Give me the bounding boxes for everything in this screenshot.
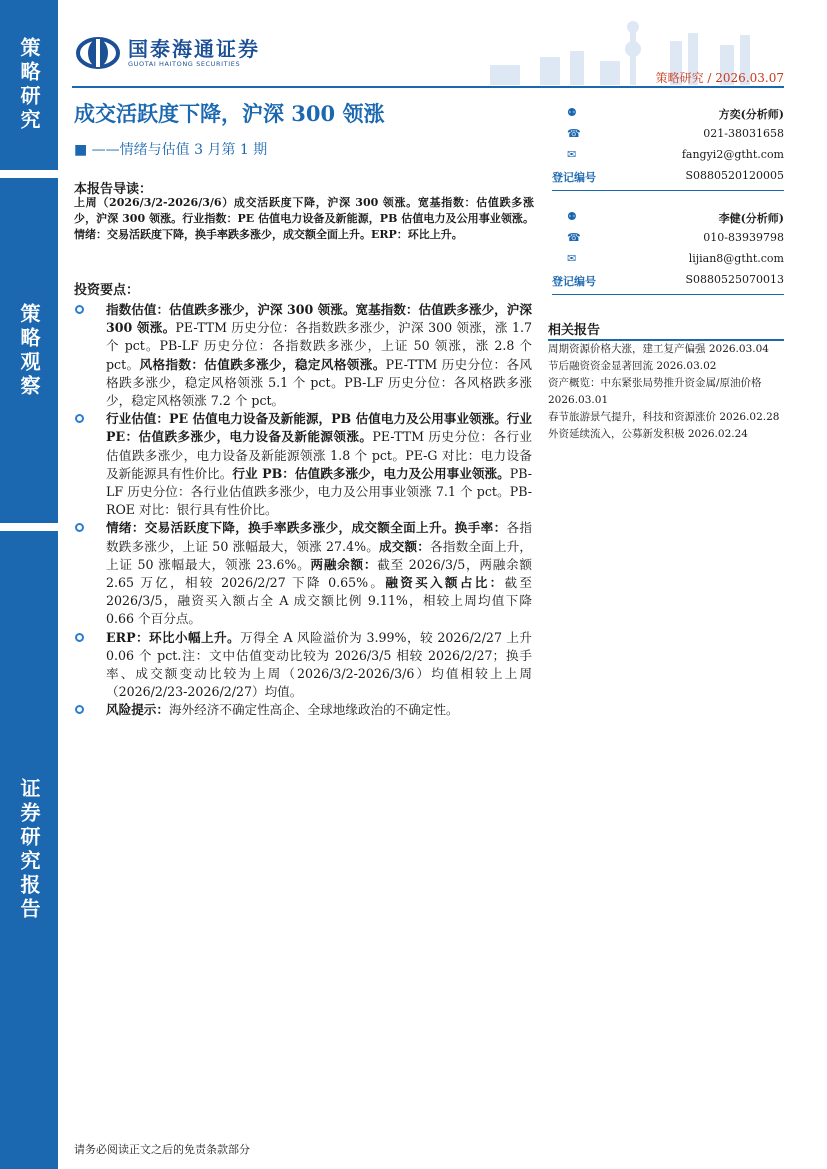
- guide-summary: 上周（2026/3/2-2026/3/6）成交活跃度下降，沪深 300 领涨。宽基指数：估值跌多涨少，沪深 300 领涨。行业指数：PE 估值电力设备及新能源，PB 估值电力及公用事业领涨。情绪：交易活跃度下降，换手率跌多涨少，成交额全面上升。ERP：环比上升。: [74, 196, 534, 241]
- point-highlight: 融资买入额占比：: [385, 575, 505, 591]
- points-heading: 投资要点：: [74, 283, 140, 298]
- point-text: 海外经济不确定性高企、全球地缘政治的不确定性。: [168, 702, 459, 718]
- point-text: PE-TTM 历史分位：各行业估值跌多涨少，电力设备及新能源领涨 1.8 个 pct。PE-G 对比：电力设备及新能源具有性价比。: [106, 429, 532, 481]
- point-highlight: ERP：环比小幅上升。: [106, 629, 241, 645]
- bullet-icon: [75, 705, 84, 714]
- company-logo: [76, 37, 260, 69]
- analyst-phone: 010-83939798: [703, 231, 784, 244]
- sidebar-tab-securities-report: 证券研究报告: [0, 531, 58, 1169]
- point-text: 各指数跌多涨少，上证 50 涨幅最大，领涨 27.4%。: [106, 520, 533, 554]
- analyst-card-2: [552, 208, 784, 292]
- sidebar-tab-strategy-observation: 策略观察: [0, 178, 58, 523]
- reg-label: 登记编号: [552, 171, 596, 184]
- bullet-icon: [75, 305, 84, 314]
- analyst-name: 李健(分析师): [718, 212, 784, 225]
- analyst-divider: [552, 190, 784, 191]
- related-report-item[interactable]: 周期资源价格大涨，建工复产偏强 2026.03.04: [548, 343, 769, 355]
- investment-point: [74, 301, 532, 410]
- analyst-name: 方奕(分析师): [718, 108, 784, 121]
- investment-points-list: [74, 301, 532, 720]
- related-report-item[interactable]: 资产概览：中东紧张局势推升资金属/原油价格 2026.03.01: [548, 377, 762, 406]
- point-text: 万得全 A 风险溢价为 3.99%，较 2026/2/27 上升 0.06 个 pct.注：文中估值变动比较为 2026/3/5 相较 2026/2/27；换手率、成交额变动比较为上周（2026/3/2-2026/3/6）均值相较上上周（2026/2/23-2026/2/27）均值。: [106, 629, 532, 700]
- point-highlight: 情绪：交易活跃度下降，换手率跌多涨少，成交额全面上升。换手率：: [106, 520, 507, 536]
- reg-label: 登记编号: [552, 275, 596, 288]
- email-icon: ✉: [567, 252, 577, 265]
- investment-point: [74, 410, 532, 519]
- related-reports-heading: 相关报告: [548, 323, 601, 338]
- related-report-item[interactable]: 外资延续流入，公募新发积极 2026.02.24: [548, 428, 748, 440]
- point-highlight: 两融余额：: [310, 556, 378, 572]
- point-highlight: 行业 PB：估值跌多涨少，电力及公用事业领涨。: [232, 465, 510, 481]
- person-icon: ⚉: [567, 106, 577, 119]
- related-report-item[interactable]: 春节旅游景气提升，科技和资源涨价 2026.02.28: [548, 411, 780, 423]
- point-text: 截至 2026/3/5，两融余额 2.65 万亿，相较 2026/2/27 下降 0.65%。: [106, 556, 532, 591]
- analyst-phone: 021-38031658: [703, 127, 784, 140]
- point-text: PE-TTM 历史分位：各风格跌多涨少，稳定风格领涨 5.1 个 pct。PB-LF 历史分位：各风格跌多涨少，稳定风格领涨 7.2 个 pct。: [106, 356, 533, 409]
- header-divider: [72, 86, 784, 88]
- phone-icon: ☎: [567, 127, 581, 140]
- logo-mark-icon: [76, 37, 120, 69]
- point-text: PE-TTM 历史分位：各指数跌多涨少，沪深 300 领涨，涨 1.7 个 pct。PB-LF 历史分位：各指数跌多涨少，上证 50 领涨，涨 2.8 个 pct。: [106, 320, 532, 372]
- point-highlight: 指数估值：估值跌多涨少，沪深 300 领涨。宽基指数：估值跌多涨少，沪深 300 领涨。: [106, 302, 532, 336]
- point-highlight: 风格指数：估值跌多涨少，稳定风格领涨。: [139, 356, 386, 372]
- person-icon: ⚉: [567, 210, 577, 223]
- analyst-reg-number: S0880525070013: [685, 273, 784, 286]
- report-title: 成交活跃度下降，沪深 300 领涨: [74, 101, 385, 126]
- report-type-date: 策略研究 / 2026.03.07: [655, 71, 784, 85]
- analyst-reg-number: S0880520120005: [685, 169, 784, 182]
- disclaimer-footer: 请务必阅读正文之后的免责条款部分: [74, 1143, 250, 1156]
- analyst-card-1: [552, 104, 784, 188]
- phone-icon: ☎: [567, 231, 581, 244]
- point-text: 截至 2026/3/5，融资买入额占全 A 成交额比例 9.11%，相较上周均值下降 0.66 个百分点。: [106, 575, 533, 627]
- analyst-email[interactable]: fangyi2@gtht.com: [681, 148, 784, 161]
- sidebar-tab-strategy-research: 策略研究: [0, 0, 58, 170]
- bullet-icon: [75, 633, 84, 642]
- investment-point: [74, 519, 532, 628]
- logo-text-en: GUOTAI HAITONG SECURITIES: [128, 60, 241, 68]
- point-highlight: 成交额：: [378, 538, 431, 554]
- point-highlight: 风险提示：: [106, 702, 169, 718]
- logo-text-cn: 国泰海通证券: [128, 37, 260, 61]
- related-reports-list: [548, 341, 784, 443]
- investment-point: [74, 701, 532, 719]
- bullet-icon: [75, 414, 84, 423]
- guide-heading: 本报告导读：: [74, 182, 153, 197]
- investment-point: [74, 629, 532, 702]
- related-report-item[interactable]: 节后融资资金显著回流 2026.03.02: [548, 360, 717, 372]
- bullet-icon: [75, 523, 84, 532]
- analyst-divider: [552, 294, 784, 295]
- point-highlight: 行业估值：PE 估值电力设备及新能源，PB 估值电力及公用事业领涨。行业 PE：估值跌多涨少，电力设备及新能源领涨。: [106, 411, 532, 445]
- point-text: 各指数全面上升，上证 50 涨幅最大，领涨 23.6%。: [106, 538, 532, 572]
- point-text: PB-LF 历史分位：各行业估值跌多涨少，电力及公用事业领涨 7.1 个 pct。PB-ROE 对比：银行具有性价比。: [106, 465, 533, 518]
- analyst-email[interactable]: lijian8@gtht.com: [688, 252, 784, 265]
- email-icon: ✉: [567, 148, 577, 161]
- report-subtitle: ■ ——情绪与估值 3 月第 1 期: [74, 142, 268, 158]
